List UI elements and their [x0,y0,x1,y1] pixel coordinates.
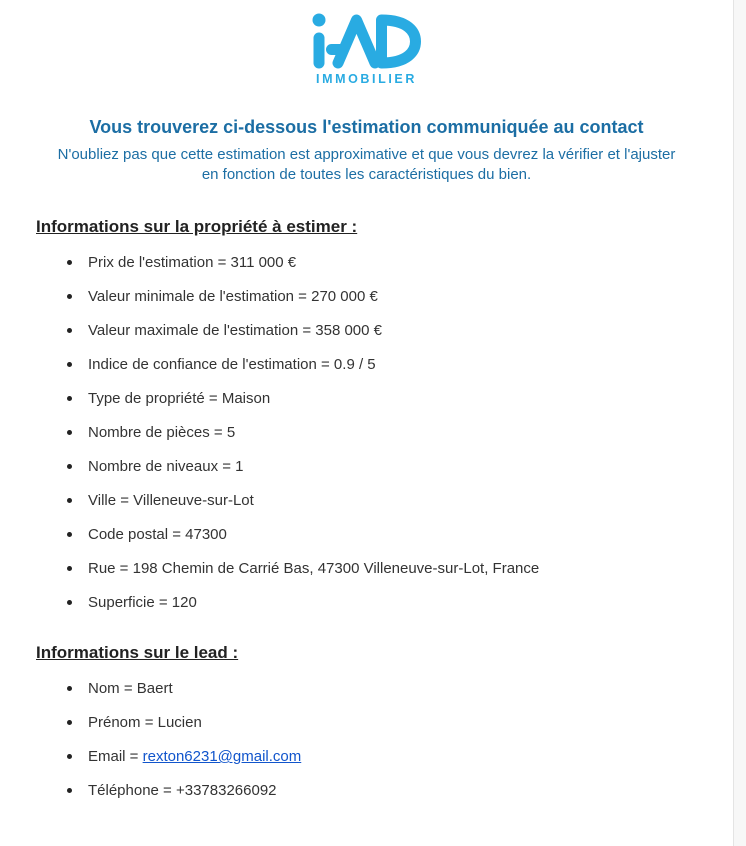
lead-item-email [88,748,733,765]
lead-item-last-name: Nom = Baert [88,680,733,697]
iad-logo [0,10,733,86]
property-item-level-count: Nombre de niveaux = 1 [88,458,733,475]
property-item-max-value: Valeur maximale de l'estimation = 358 000 € [88,322,733,339]
iad-logo-wordmark: IMMOBILIER [316,72,417,86]
subtitle-line-1: N'oubliez pas que cette estimation est approximative et que vous devrez la vérifier et l'ajuster [57,146,676,163]
property-section-heading: Informations sur la propriété à estimer : [36,217,358,236]
property-item-room-count: Nombre de pièces = 5 [88,424,733,441]
property-item-street: Rue = 198 Chemin de Carrié Bas, 47300 Villeneuve-sur-Lot, France [88,560,733,577]
email-label: Email = [88,748,143,765]
property-item-min-value: Valeur minimale de l'estimation = 270 000 € [88,288,733,305]
property-item-confidence-index: Indice de confiance de l'estimation = 0.9 / 5 [88,356,733,373]
property-item-estimation-price: Prix de l'estimation = 311 000 € [88,254,733,271]
property-item-city: Ville = Villeneuve-sur-Lot [88,492,733,509]
estimation-title: Vous trouverez ci-dessous l'estimation communiquée au contact [89,117,644,137]
subtitle-line-2: en fonction de toutes les caractéristiques du bien. [201,166,532,183]
property-info-list [0,254,733,611]
property-item-property-type: Type de propriété = Maison [88,390,733,407]
property-item-postal-code: Code postal = 47300 [88,526,733,543]
lead-info-list [0,680,733,799]
email-link[interactable]: rexton6231@gmail.com [142,748,302,765]
estimation-subtitle [20,145,713,185]
iad-logo-icon [310,12,424,69]
lead-section-heading: Informations sur le lead : [36,643,239,662]
lead-item-phone: Téléphone = +33783266092 [88,782,733,799]
property-item-surface-area: Superficie = 120 [88,594,733,611]
lead-item-first-name: Prénom = Lucien [88,714,733,731]
